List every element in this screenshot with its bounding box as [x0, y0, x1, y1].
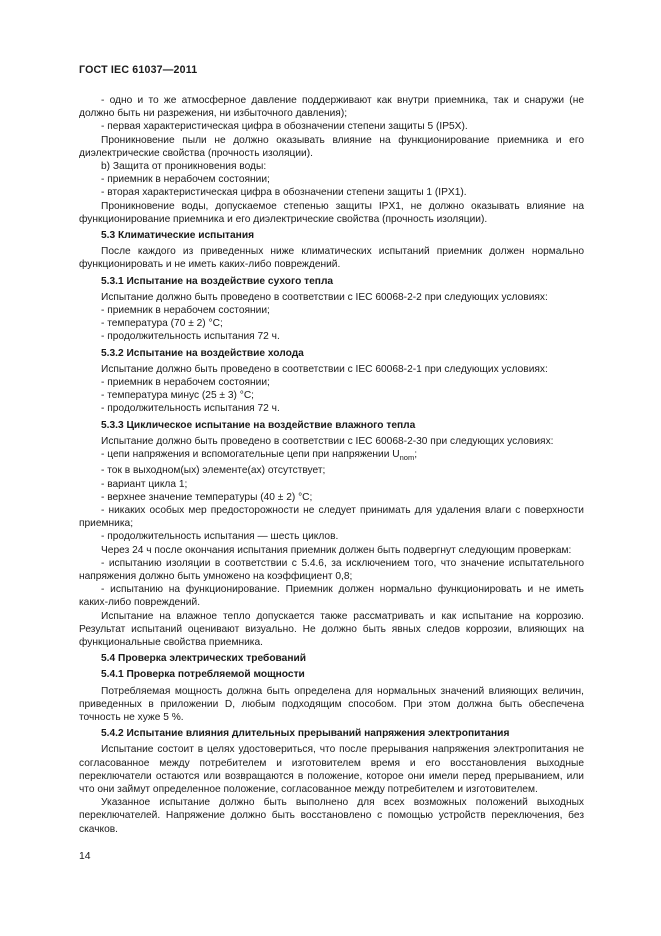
paragraph: - вторая характеристическая цифра в обозначении степени защиты 1 (IPX1). — [101, 187, 467, 199]
paragraph: b) Защита от проникновения воды: — [101, 161, 267, 173]
paragraph: Испытание должно быть проведено в соответствии с IEC 60068-2-1 при следующих условиях: — [101, 363, 548, 375]
paragraph: Указанное испытание должно быть выполнено для всех возможных положений выходных переключателей. Напряжение должно быть восстановлено с помощью устройств переключения, без скачков. — [79, 797, 584, 835]
paragraph: После каждого из приведенных ниже климатических испытаний приемник должен нормально функционировать и не иметь каких-либо повреждений. — [79, 246, 584, 271]
section-heading: 5.4.2 Испытание влияния длительных прерываний напряжения электропитания — [101, 728, 510, 740]
page-number: 14 — [79, 851, 91, 862]
paragraph: - ток в выходном(ых) элементе(ах) отсутствует; — [101, 465, 326, 477]
paragraph: Потребляемая мощность должна быть определена для нормальных значений влияющих величин, приведенных в приложении D, любым подходящим способом. При этом должна быть обеспечена точность не хуже 5 %. — [79, 685, 584, 723]
paragraph — [79, 448, 584, 464]
section-heading: 5.4 Проверка электрических требований — [101, 653, 307, 665]
paragraph: - первая характеристическая цифра в обозначении степени защиты 5 (IP5X). — [101, 121, 468, 133]
paragraph: Через 24 ч после окончания испытания приемник должен быть подвергнут следующим проверкам: — [101, 544, 572, 556]
paragraph: - верхнее значение температуры (40 ± 2) °C; — [101, 491, 313, 503]
paragraph: - температура (70 ± 2) °C; — [101, 318, 223, 330]
paragraph: - приемник в нерабочем состоянии; — [101, 174, 270, 186]
paragraph: - испытанию на функционирование. Приемник должен нормально функционировать и не иметь каких-либо повреждений. — [79, 584, 584, 609]
paragraph: - продолжительность испытания — шесть циклов. — [101, 531, 339, 543]
section-heading: 5.3 Климатические испытания — [101, 230, 255, 242]
paragraph: Испытание должно быть проведено в соответствии с IEC 60068-2-2 при следующих условиях: — [101, 291, 548, 303]
document-body — [79, 94, 584, 836]
paragraph: Испытание должно быть проведено в соответствии с IEC 60068-2-30 при следующих условиях: — [101, 435, 554, 447]
paragraph: - одно и то же атмосферное давление поддерживают как внутри приемника, так и снаружи (не должно быть ни разрежения, ни избыточного давления); — [79, 95, 584, 120]
paragraph-text: - цепи напряжения и вспомогательные цепи при напряжении U — [101, 449, 400, 461]
paragraph: Проникновение пыли не должно оказывать влияние на функционирование приемника и его диэлектрические свойства (прочность изоляции). — [79, 134, 584, 159]
paragraph: - температура минус (25 ± 3) °C; — [101, 390, 255, 402]
paragraph: Испытание состоит в целях удостовериться, что после прерывания напряжения электропитания не согласованное между потребителем и изготовителем время и его восстановления выходные переключатели остаются или возвращаются в положение, которое они имели перед прерыванием, или что они займут определенное положение, согласованное между потребителем и изготовителем. — [79, 744, 584, 795]
paragraph: - приемник в нерабочем состоянии; — [101, 305, 270, 317]
paragraph: - вариант цикла 1; — [101, 478, 188, 490]
subscript: nom — [399, 453, 415, 463]
paragraph: - продолжительность испытания 72 ч. — [101, 331, 280, 343]
paragraph: Проникновение воды, допускаемое степенью защиты IPX1, не должно оказывать влияние на функционирование приемника и его диэлектрические свойства (прочность изоляции). — [79, 200, 584, 225]
paragraph: - приемник в нерабочем состоянии; — [101, 377, 270, 389]
paragraph: - испытанию изоляции в соответствии с 5.4.6, за исключением того, что значение испытательного напряжения должно быть умножено на коэффициент 0,8; — [79, 557, 584, 582]
document-header: ГОСТ IEC 61037—2011 — [79, 64, 198, 76]
section-heading: 5.3.2 Испытание на воздействие холода — [101, 347, 304, 359]
section-heading: 5.3.1 Испытание на воздействие сухого тепла — [101, 275, 334, 287]
paragraph: Испытание на влажное тепло допускается также рассматривать и как испытание на коррозию. Результат испытаний оценивают визуально. Не должно быть явных следов коррозии, влияющих на функциональные свойства приемника. — [79, 610, 584, 648]
section-heading: 5.4.1 Проверка потребляемой мощности — [101, 669, 305, 681]
paragraph-text-end: ; — [414, 449, 418, 461]
paragraph: - никаких особых мер предосторожности не следует принимать для удаления влаги с поверхности приемника; — [79, 504, 584, 530]
paragraph: - продолжительность испытания 72 ч. — [101, 403, 280, 415]
section-heading: 5.3.3 Циклическое испытание на воздействие влажного тепла — [101, 419, 416, 431]
